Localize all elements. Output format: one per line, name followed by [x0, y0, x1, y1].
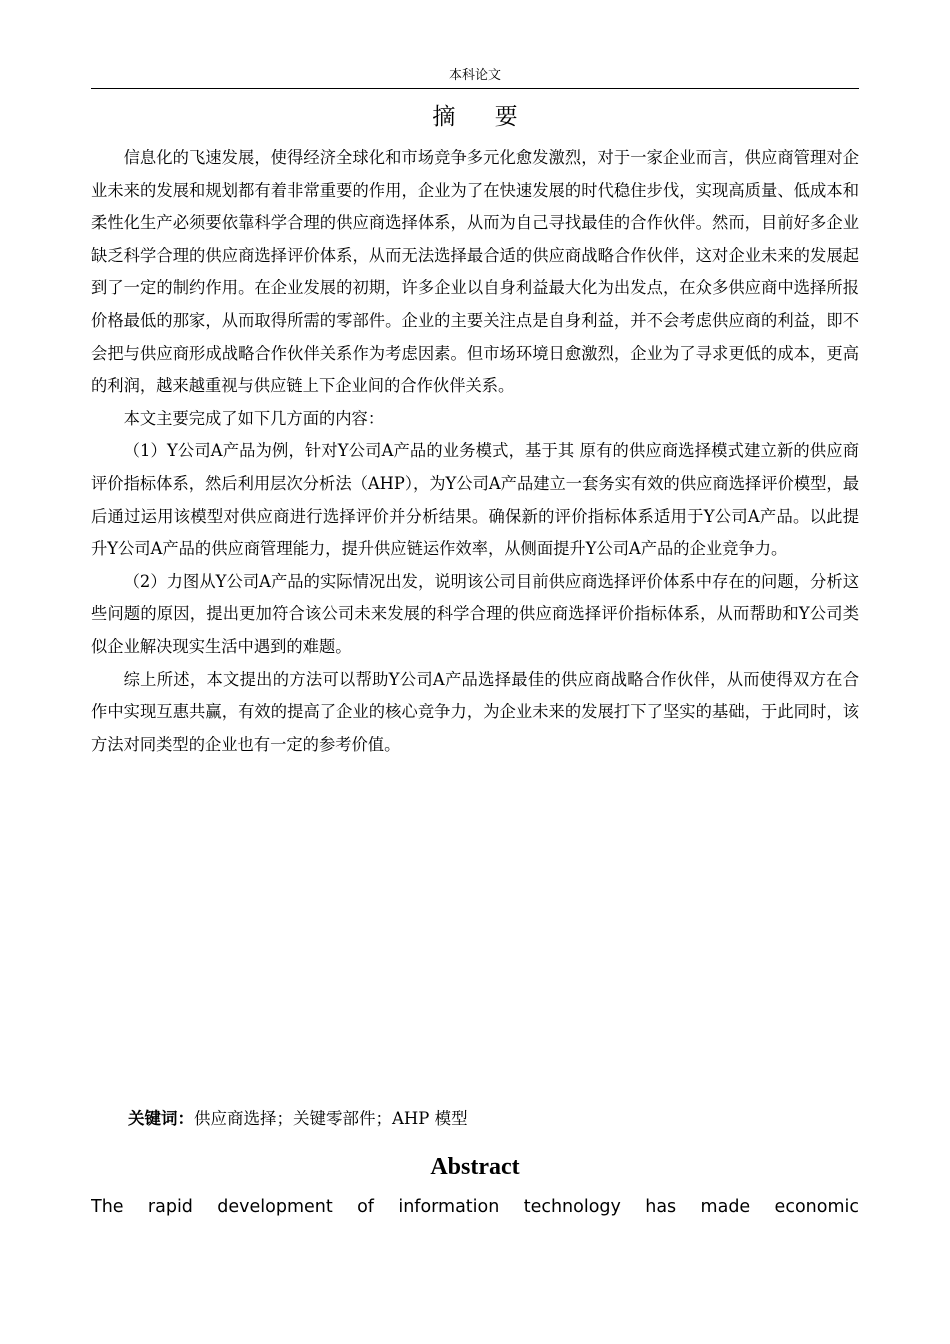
- keywords-text: 供应商选择；关键零部件；AHP 模型: [194, 1109, 468, 1128]
- keywords-label: 关键词：: [128, 1109, 194, 1128]
- abstract-paragraph: （2）力图从Y公司A产品的实际情况出发，说明该公司目前供应商选择评价体系中存在的问题，分析这些问题的原因，提出更加符合该公司未来发展的科学合理的供应商选择评价指标体系，从而帮助和Y公司类似企业解决现实生活中遇到的难题。: [91, 571, 859, 656]
- abstract-paragraph: （1）Y公司A产品为例，针对Y公司A产品的业务模式，基于其 原有的供应商选择模式建立新的供应商评价指标体系，然后利用层次分析法（AHP），为Y公司A产品建立一套务实有效的供应商选择评价模型，最后通过运用该模型对供应商进行选择评价并分析结果。确保新的评价指标体系适用于Y公司A产品。以此提升Y公司A产品的供应商管理能力，提升供应链运作效率，从侧面提升Y公司A产品的企业竞争力。: [91, 441, 859, 559]
- abstract-title-en: Abstract: [430, 1154, 520, 1180]
- keywords-line: [128, 1105, 468, 1133]
- abstract-paragraph: 信息化的飞速发展，使得经济全球化和市场竞争多元化愈发激烈，对于一家企业而言，供应商管理对企业未来的发展和规划都有着非常重要的作用，企业为了在快速发展的时代稳住步伐，实现高质量、低成本和柔性化生产必须要依靠科学合理的供应商选择体系，从而为自己寻找最佳的合作伙伴。然而，目前好多企业缺乏科学合理的供应商选择评价体系，从而无法选择最合适的供应商战略合作伙伴，这对企业未来的发展起到了一定的制约作用。在企业发展的初期，许多企业以自身利益最大化为出发点，在众多供应商中选择所报价格最低的那家，从而取得所需的零部件。企业的主要关注点是自身利益，并不会考虑供应商的利益，即不会把与供应商形成战略合作伙伴关系作为考虑因素。但市场环境日愈激烈，企业为了寻求更低的成本，更高的利润，越来越重视与供应链上下企业间的合作伙伴关系。: [91, 148, 859, 396]
- running-header: [91, 66, 859, 89]
- abstract-paragraph: 本文主要完成了如下几方面的内容：: [123, 408, 385, 428]
- running-title: 本科论文: [448, 68, 501, 83]
- abstract-body-en: The rapid development of information technology has made economic: [91, 1197, 859, 1217]
- abstract-title-zh: 摘 要: [432, 104, 534, 130]
- abstract-body-zh: [91, 142, 859, 761]
- abstract-paragraph: 综上所述，本文提出的方法可以帮助Y公司A产品选择最佳的供应商战略合作伙伴，从而使得双方在合作中实现互惠共赢，有效的提高了企业的核心竞争力，为企业未来的发展打下了坚实的基础，于此同时，该方法对同类型的企业也有一定的参考价值。: [91, 669, 859, 754]
